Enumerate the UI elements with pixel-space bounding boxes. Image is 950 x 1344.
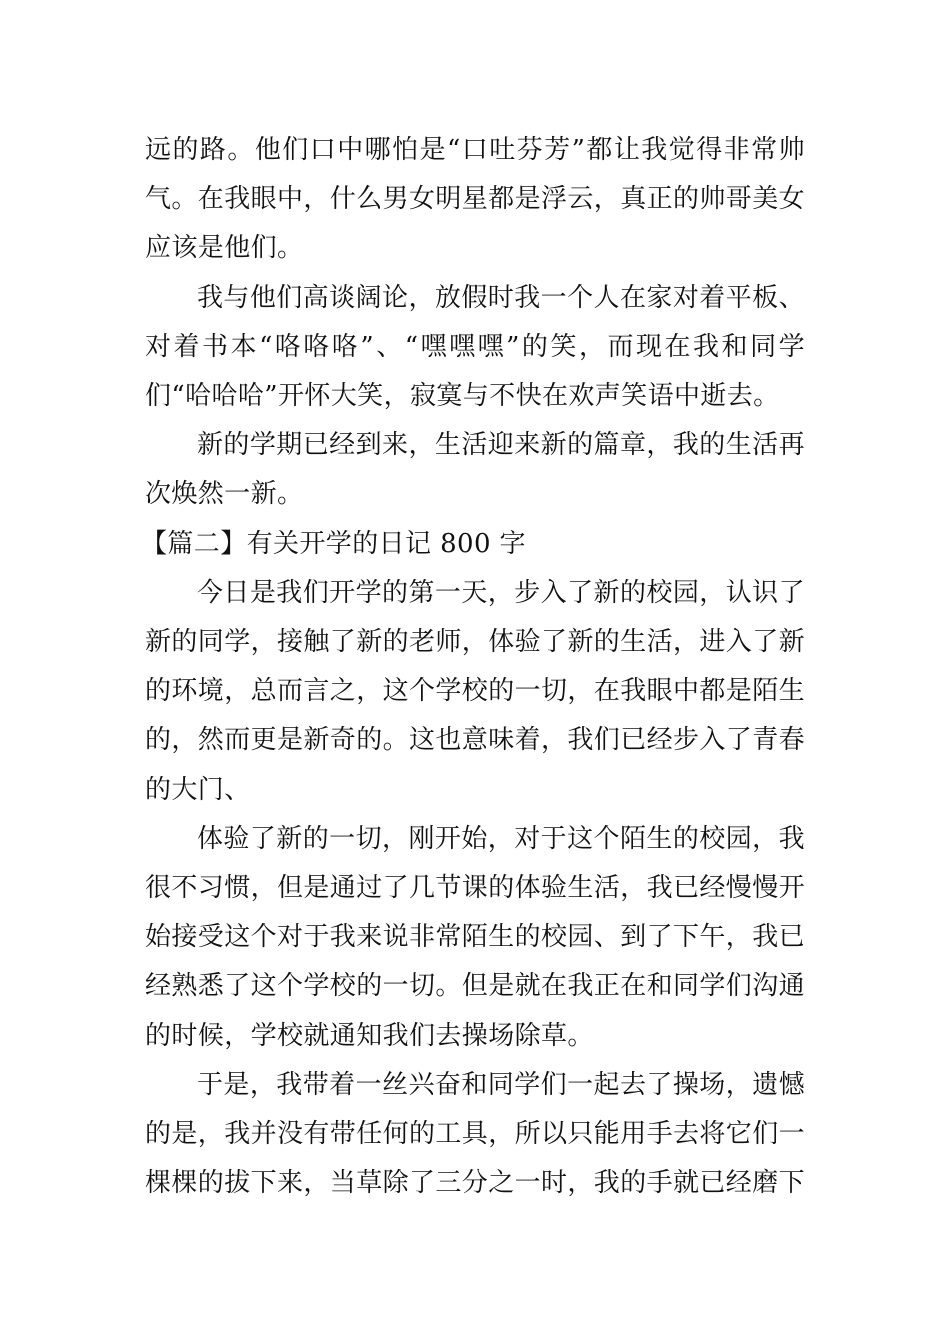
paragraph-5: 体验了新的一切，刚开始，对于这个陌生的校园，我很不习惯，但是通过了几节课的体验生活，我已经慢慢开始接受这个对于我来说非常陌生的校园、到了下午，我已经熟悉了这个学校的一切。但是就在我正在和同学们沟通的时候，学校就通知我们去操场除草。 [145,823,806,1051]
paragraph-6: 于是，我带着一丝兴奋和同学们一起去了操场，遗憾的是，我并没有带任何的工具，所以只能用手去将它们一棵棵的拔下来，当草除了三分之一时，我的手就已经磨下 [145,1069,806,1199]
paragraph-3: 新的学期已经到来，生活迎来新的篇章，我的生活再次焕然一新。 [145,430,805,510]
document-body [141,126,806,1208]
paragraph-1: 远的路。他们口中哪怕是“口吐芬芳”都让我觉得非常帅气。在我眼中，什么男女明星都是浮云，真正的帅哥美女应该是他们。 [145,135,806,264]
paragraph-4: 今日是我们开学的第一天，步入了新的校园，认识了新的同学，接触了新的老师，体验了新的生活，进入了新的环境，总而言之，这个学校的一切，在我眼中都是陌生的，然而更是新奇的。这也意味着，我们已经步入了青春的大门、 [145,577,806,805]
paragraph-2: 我与他们高谈阔论，放假时我一个人在家对着平板、对着书本“咯咯咯”、“嘿嘿嘿”的笑，而现在我和同学们“哈哈哈”开怀大笑，寂寞与不快在欢声笑语中逝去。 [145,282,805,412]
section-heading: 【篇二】有关开学的日记 800 字 [141,528,526,559]
